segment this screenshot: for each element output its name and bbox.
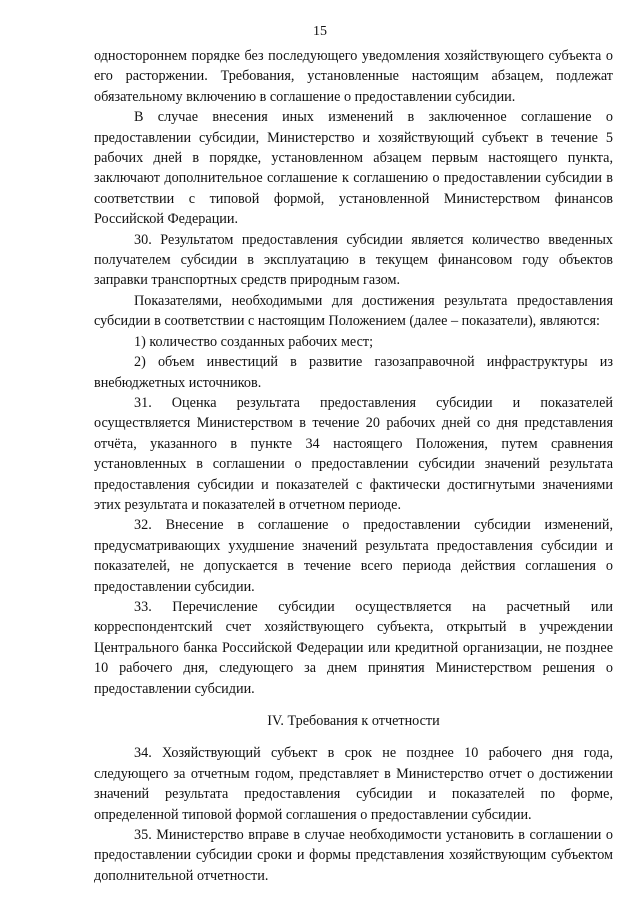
paragraph: 35. Министерство вправе в случае необходимости установить в соглашении о предоставлении субсидии сроки и формы представления хозяйствующим субъектом дополнительной отчетности.	[94, 827, 613, 884]
paragraph: 31. Оценка результата предоставления субсидии и показателей осуществляется Министерством в течение 20 рабочих дней со дня представления отчёта, указанного в пункте 34 настоящего Положения, путем сравнения установленных в соглашении о предоставлении субсидии значений результата предоставления субсидии и показателей с фактически достигнутыми значениями этих результата и показателей в отчетном периоде.	[94, 394, 613, 513]
list-item: 1) количество созданных рабочих мест;	[134, 333, 374, 350]
paragraph: одностороннем порядке без последующего уведомления хозяйствующего субъекта о его расторжении. Требования, установленные настоящим абзацем, подлежат обязательному включению в соглашение о предоставлении субсидии.	[94, 48, 613, 105]
paragraph: Показателями, необходимыми для достижения результата предоставления субсидии в соответствии с настоящим Положением (далее – показатели), являются:	[94, 292, 613, 330]
page-number: 15	[313, 24, 327, 39]
paragraph: 32. Внесение в соглашение о предоставлении субсидии изменений, предусматривающих ухудшение значений результата предоставления субсидии и показателей, не допускается в течение всего периода действия соглашения о предоставлении субсидии.	[94, 517, 613, 595]
section-heading: IV. Требования к отчетности	[267, 713, 440, 729]
paragraph: 34. Хозяйствующий субъект в срок не позднее 10 рабочего дня года, следующего за отчетным годом, представляет в Министерство отчет о достижении значений результата предоставления субсидии и показателей по форме, определенной типовой формой соглашения о предоставлении субсидии.	[94, 745, 613, 823]
paragraph: В случае внесения иных изменений в заключенное соглашение о предоставлении субсидии, Министерство и хозяйствующий субъект в течение 5 рабочих дней в порядке, установленном абзацем первым настоящего пункта, заключают дополнительное соглашение к соглашению о предоставлении субсидии в соответствии с типовой формой, установленной Министерством финансов Российской Федерации.	[94, 109, 613, 228]
paragraph: 30. Результатом предоставления субсидии является количество введенных получателем субсидии в эксплуатацию в текущем финансовом году объектов заправки транспортных средств природным газом.	[94, 231, 613, 289]
paragraph: 33. Перечисление субсидии осуществляется на расчетный или корреспондентский счет хозяйствующего субъекта, открытый в учреждении Центрального банка Российской Федерации или кредитной организации, не позднее 10 рабочего дня, следующего за днем принятия Министерством решения о предоставлении субсидии.	[94, 598, 613, 697]
list-item: 2) объем инвестиций в развитие газозаправочной инфраструктуры из внебюджетных источников.	[94, 354, 613, 391]
document-body	[94, 46, 613, 886]
